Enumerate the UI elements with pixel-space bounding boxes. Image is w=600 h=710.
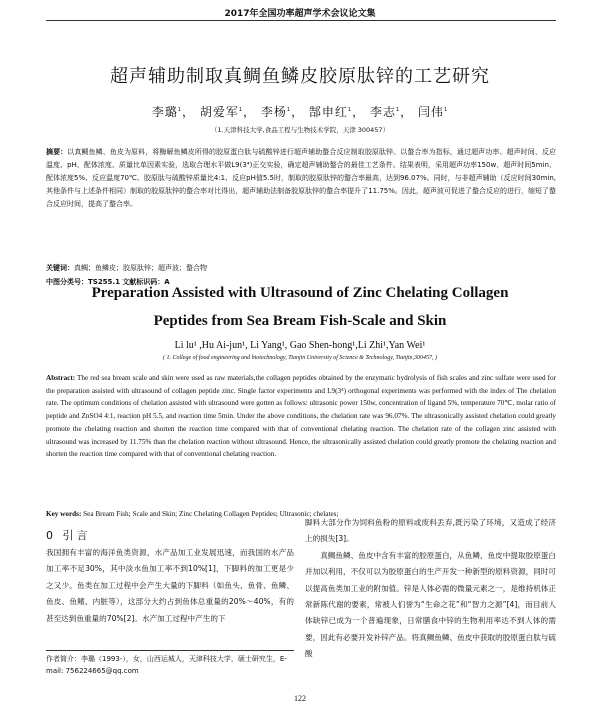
author-name: 李志 <box>369 105 396 119</box>
author-name: 闫伟 <box>417 105 444 119</box>
page-number: 122 <box>294 694 306 703</box>
classification-value: TS255.1 <box>88 278 120 286</box>
abstract-text: 以真鲷鱼鳞、鱼皮为原料，将酶解鱼鳞皮所得的胶原蛋白肽与硫酸锌进行超声辅助螯合反应制取胶原肽锌。以螯合率为指标，通过超声功率、超声时间、反应温度、pH、配体浓度、质量比单因素实验，选取合理水平做L9(3⁴)正交实验，确定超声辅助螯合的最佳工艺条件。结果表明，采用超声功率150w、超声时间5min、配体浓度5%、反应温度70℃、胶原肽与硫酸锌质量比4:1、反应pH值5.5时，制取的胶原肽锌的螯合率最高，达到96.07%。同时，与非超声辅助（反应时间30min,其他条件与上述条件相同）制取的胶原肽锌的螯合率对比得出，超声辅助法制备胶原肽锌的螯合率提升了11.75%。因此，超声波可促进了螯合反应的进行，缩短了螯合反应时间，提高了螯合率。 <box>46 148 557 208</box>
running-head: 2017年全国功率超声学术会议论文集 <box>224 9 376 19</box>
author-name: 胡爱军 <box>199 105 239 119</box>
abstract-label: 摘要： <box>46 148 68 156</box>
english-affiliation: ( 1. College of food engineering and biotechnology, Tianjin University of Science & Technology, Tianjin,300457, ) <box>162 355 438 361</box>
english-title-line-1: Preparation Assisted with Ultrasound of Zinc Chelating Collagen <box>91 285 509 301</box>
english-authors: Li lu¹ ,Hu Ai-jun¹, Li Yang¹, Gao Shen-hong¹,Li Zhi¹,Yan Wei¹ <box>174 340 426 351</box>
english-title-line-2: Peptides from Sea Bream Fish-Scale and Skin <box>153 313 447 329</box>
author-sup: 1 <box>286 107 292 113</box>
intro-paragraph: 我国拥有丰富的海洋鱼类资源，水产品加工业发展迅速，而我国的水产品加工率不足30%，其中淡水鱼加工率不到10%[1]，下脚料的加工更是少之又少。鱼类在加工过程中会产生大量的下脚料（如鱼头、鱼骨、鱼鳞、鱼皮、鱼鳍、内脏等），这部分大约占到鱼体总重量的20%～40%，有的甚至达到鱼重量的70%[2]。水产加工过程中产生的下 <box>46 548 294 623</box>
keywords-label: 关键词： <box>46 264 74 272</box>
english-abstract <box>46 372 556 461</box>
author-sup: 1 <box>177 107 183 113</box>
keywords-text: 真鲷；鱼鳞皮；胶原肽锌；超声波；螯合物 <box>74 264 207 272</box>
author-name: 郜申红 <box>308 105 348 119</box>
intro-right-column <box>305 515 556 663</box>
intro-paragraph: 脚料大部分作为饲料鱼粉的原料或废料丢弃,既污染了环境，又造成了经济上的损失[3]。 <box>305 518 556 544</box>
author-name: 李杨 <box>260 105 287 119</box>
author-sup: 1 <box>238 107 244 113</box>
intro-left-column <box>46 545 294 627</box>
intro-paragraph: 真鲷鱼鳞、鱼皮中含有丰富的胶原蛋白，从鱼鳞、鱼皮中提取胶原蛋白并加以利用，不仅可以为胶原蛋白的生产开发一种新型的原料资源，同时可以提高鱼类加工业的附加值。锌是人体必需的微量元素之一，是维持机体正常新陈代谢的要素，常被人们誉为“生命之花”和“智力之源”[4]，而目前人体缺锌已成为一个普遍现象，日常膳食中锌的生物利用率达不到人体的需要，因此有必要开发补锌产品。将真鲷鱼鳞、鱼皮中获取的胶原蛋白肽与硫酸 <box>305 550 556 659</box>
footnote-rule <box>46 650 294 651</box>
abstract-label: Abstract: <box>46 374 76 382</box>
author-sup: 1 <box>443 107 449 113</box>
chinese-title: 超声辅助制取真鲷鱼鳞皮胶原肽锌的工艺研究 <box>110 66 490 87</box>
chinese-authors: 李璐$^1$， 胡爱军$^1$， 李杨$^1$， 郜申红$^1$， 李志$^1$， 闫伟$^1$ <box>151 105 449 119</box>
author-footnote: 作者简介：李璐（1993-），女，山西运城人，天津科技大学，硕士研究生，E-mail: 756224665@qq.com <box>46 655 287 675</box>
keywords-label: Key words: <box>46 510 82 518</box>
chinese-abstract <box>46 146 556 211</box>
section-heading: 0 引言 <box>46 529 91 542</box>
doc-code-label: 文献标识码： <box>122 278 165 286</box>
chinese-keywords <box>46 262 556 274</box>
author-sup: 1 <box>395 107 401 113</box>
author-name: 李璐 <box>151 105 178 119</box>
doc-code-value: A <box>164 278 170 286</box>
classification-label: 中图分类号： <box>46 278 88 286</box>
author-sup: 1 <box>347 107 353 113</box>
abstract-text: The red sea bream scale and skin were used as raw materials,the collagen peptides obtained by the enzymatic hydrolysis of fish scales and zinc sulfate were used for the preparation assisted with ultrasound of collagen peptide zinc. Single factor experiments and L9(3⁴) orthogonal experiments was performed with the index of The chelation rate. The optimum conditions of chelation assisted with ultrasound were gotten as follows: ultrasonic power 150w, concentration of ligand 5%, temperature 70℃, molar ratio of peptide and ZnSO4 4:1, reaction pH 5.5, and reaction time 5min. Under the above conditions, the chelation rate was 96.07%. The ultrasonically assisted chelation could greatly promote the chelating reaction and shorten the reaction time compared with that of conventional chelating reaction. The chelation rate of the collagen zinc assisted with ultrasound was increased by 11.75% than the chelation reaction without ultrasound. Hence, the ultrasonically assisted chelation could greatly promote the chelating reaction and shorten the reaction time compared with that of conventional chelating reaction. <box>46 374 556 459</box>
keywords-text: Sea Bream Fish; Scale and Skin; Zinc Chelating Collagen Peptides; Ultrasonic; chelates; <box>81 510 339 518</box>
header-rule <box>46 20 556 21</box>
chinese-affiliation: （1.天津科技大学,食品工程与生物技术学院，天津 300457） <box>210 126 390 134</box>
